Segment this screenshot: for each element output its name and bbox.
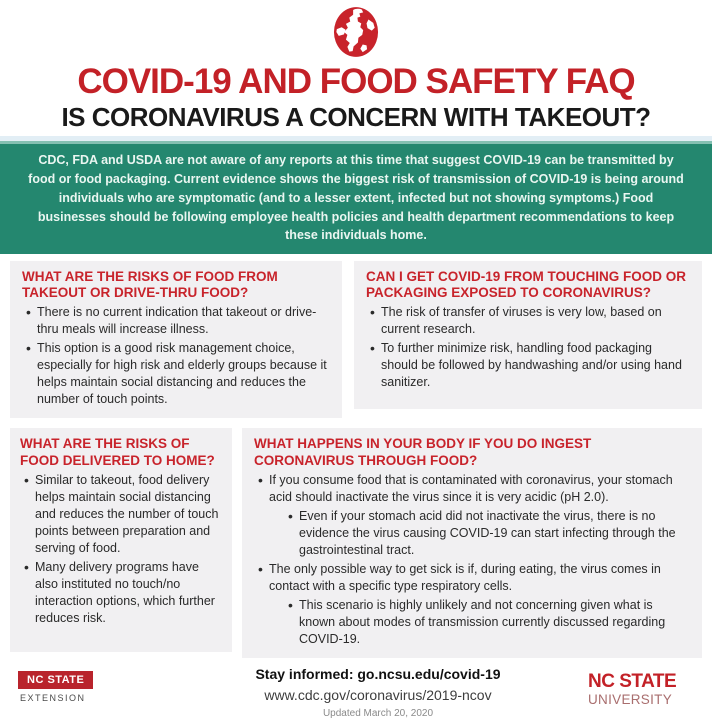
bullet-item: • There is no current indication that takeout or drive-thru meals will increase illness. xyxy=(22,304,330,338)
ncstate-extension-badge: NC STATE xyxy=(18,671,93,689)
page-title: COVID-19 AND FOOD SAFETY FAQ xyxy=(77,62,635,101)
bullet-subitem: • This scenario is highly unlikely and not concerning given what is known about modes of transmission currently discussed regarding COVID-19. xyxy=(284,597,690,648)
intro-banner xyxy=(0,141,712,254)
bullet-item: • Many delivery programs have also instituted no touch/no interaction options, which further reduces risk. xyxy=(20,559,220,627)
bullet-item: • The risk of transfer of viruses is very low, based on current research. xyxy=(366,304,690,338)
faq-bullets-packaging xyxy=(366,304,690,391)
bullet-item: • Similar to takeout, food delivery helps maintain social distancing and reduces the number of touch points between preparation and serving of food. xyxy=(20,472,220,557)
bullet-item: • If you consume food that is contaminated with coronavirus, your stomach acid should inactivate the virus since it is very acidic (pH 2.0). xyxy=(254,472,690,506)
faq-heading-delivery: WHAT ARE THE RISKS OF FOOD DELIVERED TO HOME? xyxy=(20,436,215,468)
footer-links xyxy=(168,666,588,719)
faq-row-top xyxy=(10,261,702,418)
university-wordmark: NC STATE xyxy=(588,670,677,692)
bullet-subitem: • Even if your stomach acid did not inactivate the virus, there is no evidence the virus causing COVID-19 can start infecting through the gastrointestinal tract. xyxy=(284,508,690,559)
faq-card-touching-packaging xyxy=(354,261,702,409)
faq-heading-takeout: WHAT ARE THE RISKS OF FOOD FROM TAKEOUT OR DRIVE-THRU FOOD? xyxy=(22,269,278,301)
bullet-item: • This option is a good risk management choice, especially for high risk and elderly groups because it helps maintain social distancing and reduces the number of touch points. xyxy=(22,340,330,408)
extension-label: EXTENSION xyxy=(20,692,86,703)
faq-card-takeout-risks xyxy=(10,261,342,418)
cdc-url-text: www.cdc.gov/coronavirus/2019-ncov xyxy=(264,686,492,703)
faq-bullets-delivery xyxy=(20,472,220,627)
faq-bullets-takeout xyxy=(22,304,330,408)
bullet-item: • To further minimize risk, handling food packaging should be followed by handwashing and/or using hand sanitizer. xyxy=(366,340,690,391)
faq-row-bottom xyxy=(10,428,702,657)
faq-bullets-ingest xyxy=(254,472,690,648)
stay-informed-text: Stay informed: go.ncsu.edu/covid-19 xyxy=(255,665,501,682)
covid-food-safety-infographic xyxy=(0,6,712,719)
faq-card-ingest-coronavirus xyxy=(242,428,702,657)
ncstate-extension-logo xyxy=(18,666,168,703)
footer xyxy=(18,666,700,719)
updated-date-text: Updated March 20, 2020 xyxy=(322,707,434,719)
university-label: UNIVERSITY xyxy=(588,691,673,707)
faq-card-delivery-risks xyxy=(10,428,232,652)
faq-heading-ingest: WHAT HAPPENS IN YOUR BODY IF YOU DO INGEST CORONAVIRUS THROUGH FOOD? xyxy=(254,436,592,468)
faq-heading-packaging: CAN I GET COVID-19 FROM TOUCHING FOOD OR PACKAGING EXPOSED TO CORONAVIRUS? xyxy=(366,269,687,301)
page-subtitle: IS CORONAVIRUS A CONCERN WITH TAKEOUT? xyxy=(61,101,651,132)
intro-banner-text: CDC, FDA and USDA are not aware of any reports at this time that suggest COVID-19 can be transmitted by food or food packaging. Current evidence shows the biggest risk of transmission of COVID-19 is being around individuals who are symptomatic (and to a lesser extent, infected but not showing symptoms.) Food businesses should be following employee health policies and health department recommendations to keep these individuals home. xyxy=(28,153,684,243)
globe-icon xyxy=(333,6,379,58)
ncstate-university-logo xyxy=(588,666,700,707)
bullet-item: • The only possible way to get sick is if, during eating, the virus comes in contact with a specific type respiratory cells. xyxy=(254,561,690,595)
